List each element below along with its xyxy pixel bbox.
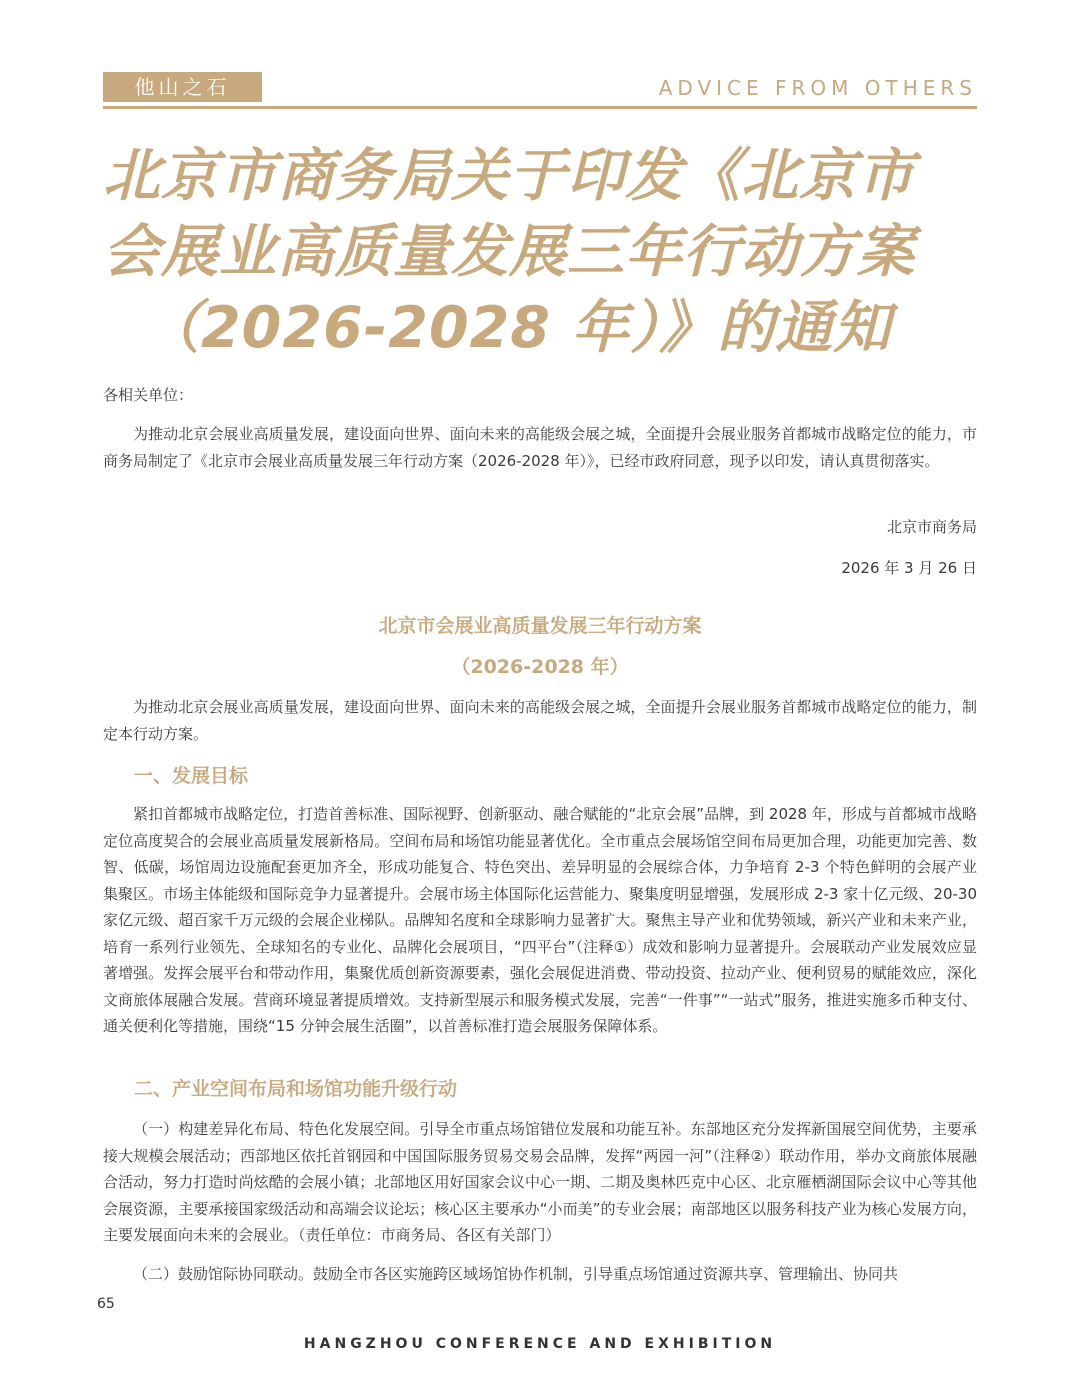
section-tag: 他山之石: [103, 72, 262, 102]
section-1-heading: 一、发展目标: [134, 765, 249, 787]
notice-body: 为推动北京会展业高质量发展，建设面向世界、面向未来的高能级会展之城，全面提升会展业服务首都城市战略定位的能力，市商务局制定了《北京市会展业高质量发展三年行动方案（2026-2028 年）》，已经市政府同意，现予以印发，请认真贯彻落实。: [103, 425, 977, 470]
plan-title: 北京市会展业高质量发展三年行动方案: [378, 615, 702, 637]
page-number: 65: [97, 1296, 115, 1312]
header-divider: [103, 106, 977, 109]
title-line-3: （2026-2028 年）》的通知: [143, 295, 892, 361]
section-1-body: 紧扣首都城市战略定位，打造首善标准、国际视野、创新驱动、融合赋能的“北京会展”品牌，到 2028 年，形成与首都城市战略定位高度契合的会展业高质量发展新格局。空间布局和场馆功能显著优化。全市重点会展场馆空间布局更加合理，功能更加完善、数智、低碳，场馆周边设施配套更加齐全，形成功能复合、特色突出、差异明显的会展综合体，力争培育 2-3 个特色鲜明的会展产业集聚区。市场主体能级和国际竞争力显著提升。会展市场主体国际化运营能力、聚集度明显增强，发展形成 2-3 家十亿元级、20-30 家亿元级、超百家千万元级的会展企业梯队。品牌知名度和全球影响力显著扩大。聚焦主导产业和优势领域，新兴产业和未来产业，培育一系列行业领先、全球知名的专业化、品牌化会展项目，“四平台”（注释①）成效和影响力显著提升。会展联动产业发展效应显著增强。发挥会展平台和带动作用，集聚优质创新资源要素，强化会展促进消费、带动投资、拉动产业、便利贸易的赋能效应，深化文商旅体展融合发展。营商环境显著提质增效。支持新型展示和服务模式发展，完善“一件事”“一站式”服务，推进实施多币种支付、通关便利化等措施，围绕“15 分钟会展生活圈”，以首善标准打造会展服务保障体系。: [103, 805, 977, 1035]
section-2-heading: 二、产业空间布局和场馆功能升级行动: [134, 1078, 458, 1100]
notice-issuer: 北京市商务局: [886, 518, 977, 536]
plan-years: （2026-2028 年）: [451, 656, 629, 678]
magazine-footer: HANGZHOU CONFERENCE AND EXHIBITION: [303, 1336, 777, 1352]
notice-salutation: 各相关单位：: [103, 386, 194, 404]
notice-date: 2026 年 3 月 26 日: [841, 559, 977, 577]
title-line-2: 会展业高质量发展三年行动方案: [103, 219, 915, 285]
article-title: [103, 138, 977, 366]
section-2-paragraph-1: （一）构建差异化布局、特色化发展空间。引导全市重点场馆错位发展和功能互补。东部地区充分发挥新国展空间优势，主要承接大规模会展活动；西部地区依托首钢园和中国国际服务贸易交易会品牌，发挥“两园一河”（注释②）联动作用，举办文商旅体展融合活动，努力打造时尚炫酷的会展小镇；北部地区用好国家会议中心一期、二期及奥林匹克中心区、北京雁栖湖国际会议中心等其他会展资源，主要承接国家级活动和高端会议论坛；核心区主要承办“小而美”的专业会展；南部地区以服务科技产业为核心发展方向，主要发展面向未来的会展业。（责任单位：市商务局、各区有关部门）: [103, 1120, 977, 1244]
title-line-1: 北京市商务局关于印发《北京市: [103, 143, 915, 209]
section-2-paragraph-2: （二）鼓励馆际协同联动。鼓励全市各区实施跨区域场馆协作机制，引导重点场馆通过资源共享、管理输出、协同共: [133, 1265, 899, 1283]
section-english-label: ADVICE FROM OTHERS: [658, 76, 977, 100]
plan-intro: 为推动北京会展业高质量发展，建设面向世界、面向未来的高能级会展之城，全面提升会展业服务首都城市战略定位的能力，制定本行动方案。: [103, 698, 977, 743]
